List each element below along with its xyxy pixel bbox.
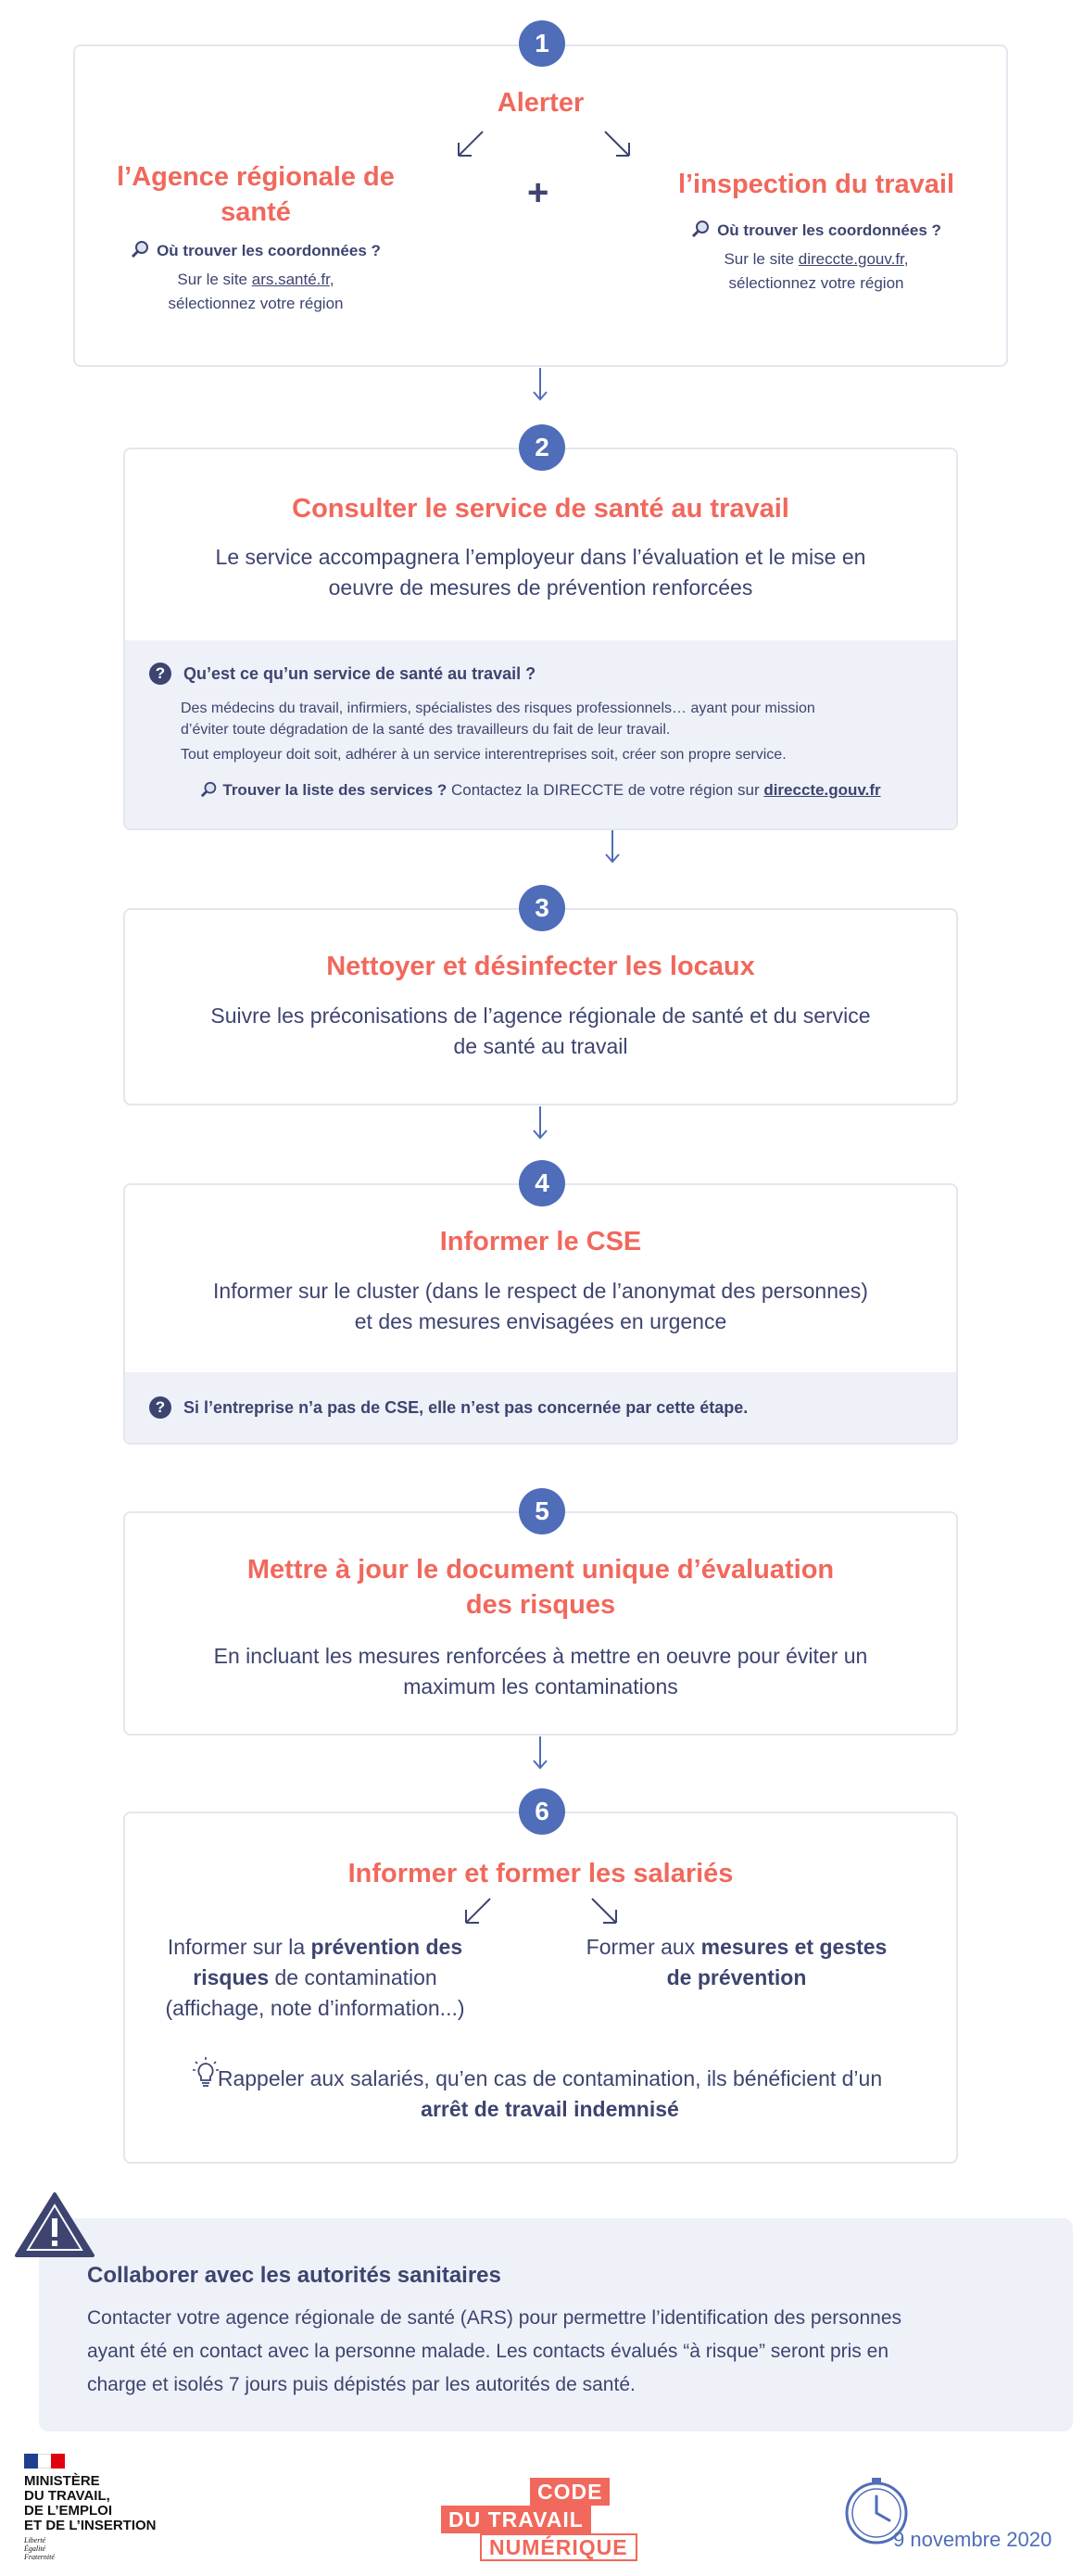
- step-4-title: Informer le CSE: [439, 1227, 642, 1256]
- ministry-logo: MINISTÈRE DU TRAVAIL, DE L’EMPLOI ET DE L’INSERTION Liberté Égalité Fraternité: [24, 2454, 209, 2561]
- arrow-down-right-icon: [588, 1895, 622, 1928]
- arrow-down-left-icon: [453, 128, 486, 161]
- alert-box: [39, 2218, 1073, 2431]
- right-column: l’inspection du travail Où trouver les coordonnées ? Sur le site direccte.gouv.fr, sélectionnez votre région: [649, 167, 983, 296]
- direccte-link-services[interactable]: direccte.gouv.fr: [763, 781, 881, 799]
- ars-title-line2: santé: [221, 197, 291, 227]
- inform-column: Informer sur la prévention des risques de contamination (affichage, note d’information...): [165, 1935, 465, 2020]
- step-6-number: 6: [519, 1788, 565, 1835]
- step-1-card: [73, 44, 1008, 367]
- step-4-number: 4: [519, 1160, 565, 1206]
- arrow-down-icon: [599, 828, 626, 865]
- step-1-title: Alerter: [497, 88, 585, 118]
- arrow-down-left-icon: [460, 1895, 494, 1928]
- step-5-title: Mettre à jour le document unique d’évaluation des risques: [246, 1555, 835, 1620]
- arrow-down-right-icon: [601, 128, 635, 161]
- step-6-title: Informer et former les salariés: [347, 1859, 734, 1888]
- plus-sign: +: [527, 172, 549, 213]
- alert-body: Contacter votre agence régionale de santé (ARS) pour permettre l’identification des personnes ayant été en contact avec la personne malade. Les contacts évalués “à risque” seront pris en charge et isolés 7 jours puis dépistés par les autorités de santé.: [87, 2307, 901, 2395]
- step-4-note-text: Si l’entreprise n’a pas de CSE, elle n’est pas concernée par cette étape.: [183, 1397, 749, 1417]
- left-column: l’Agence régionale de santé Où trouver les coordonnées ? Sur le site ars.santé.fr, sélectionnez votre région: [112, 159, 399, 316]
- step-2-note: ? Qu’est ce qu’un service de santé au travail ? Des médecins du travail, infirmiers, spécialistes des risques professionnels… ayant pour mission d’éviter toute dégradation de la santé des travailleurs du fait de leur travail. Tout employeur doit soit, adhérer à un service interentreprises soit, créer son propre service. Trouver la liste des services ? Contactez la DIRECCTE de votre région sur direccte.gouv.fr: [125, 640, 956, 828]
- code-du-travail-logo: CODE DU TRAVAIL NUMÉRIQUE: [441, 2478, 654, 2561]
- question-icon: ?: [149, 1396, 171, 1419]
- reminder-text: Rappeler aux salariés, qu’en cas de contamination, ils bénéficient d’un arrêt de travail indemnisé: [217, 2066, 883, 2121]
- magnifier-icon: [200, 780, 219, 799]
- step-1-number: 1: [519, 20, 565, 67]
- magnifier-icon: [131, 239, 151, 259]
- step-3-number: 3: [519, 885, 565, 931]
- warning-icon: [13, 2191, 96, 2259]
- step-3-title: Nettoyer et désinfecter les locaux: [326, 952, 755, 981]
- step-3-card: Nettoyer et désinfecter les locaux Suivre les préconisations de l’agence régionale de santé et du service de santé au travail: [123, 908, 958, 1105]
- arrow-down-icon: [526, 1735, 554, 1772]
- step-6-card: [123, 1812, 958, 2164]
- step-2-number: 2: [519, 424, 565, 471]
- note-question: Qu’est ce qu’un service de santé au travail ?: [183, 663, 536, 683]
- step-2-card: Consulter le service de santé au travail Le service accompagnera l’employeur dans l’évaluation et le mise en oeuvre de mesures de prévention renforcées ? Qu’est ce qu’un service de santé au travail ? Des médecins du travail, infirmiers, spécialistes des risques professionnels… ayant pour mission d’éviter toute dégradation de la santé des travailleurs du fait de leur travail. Tout employeur doit soit, adhérer à un service interentreprises soit, créer son propre service. Trouver la liste des services ? Contactez la DIRECCTE de votre région sur direccte.gouv.fr: [123, 448, 958, 830]
- question-icon: ?: [149, 663, 171, 685]
- ars-question: Où trouver les coordonnées ?: [157, 242, 381, 259]
- step-4-card: Informer le CSE Informer sur le cluster (dans le respect de l’anonymat des personnes) et des mesures envisagées en urgence ? Si l’entreprise n’a pas de CSE, elle n’est pas concernée par cette étape.: [123, 1183, 958, 1445]
- ars-title-line1: l’Agence régionale de: [117, 162, 395, 192]
- step-5-card: Mettre à jour le document unique d’évaluation des risques En incluant les mesures renforcées à mettre en oeuvre pour éviter un maximum les contaminations: [123, 1511, 958, 1736]
- magnifier-icon: [691, 219, 712, 239]
- date-label: 9 novembre 2020: [893, 2528, 1052, 2551]
- french-flag-icon: [24, 2454, 65, 2469]
- step-4-note: [125, 1372, 956, 1443]
- arrow-down-icon: [526, 1105, 554, 1142]
- direccte-link[interactable]: direccte.gouv.fr: [798, 250, 904, 268]
- step-5-number: 5: [519, 1488, 565, 1534]
- ars-link[interactable]: ars.santé.fr: [251, 271, 330, 288]
- train-column: Former aux mesures et gestes de prévention: [586, 1935, 888, 1989]
- alert-title: Collaborer avec les autorités sanitaires: [87, 2263, 501, 2288]
- inspection-title: l’inspection du travail: [677, 170, 955, 199]
- inspection-question: Où trouver les coordonnées ?: [717, 221, 941, 239]
- arrow-down-icon: [526, 366, 554, 403]
- step-2-title: Consulter le service de santé au travail: [292, 494, 789, 524]
